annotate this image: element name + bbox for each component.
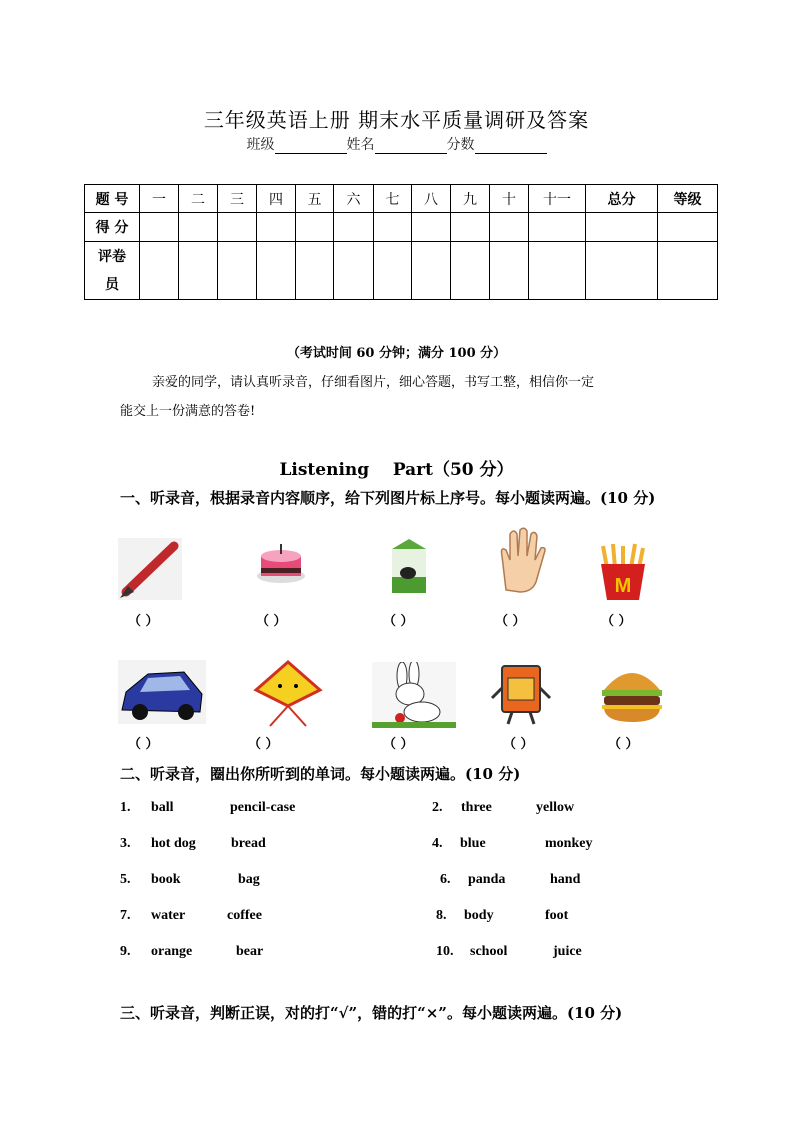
score-cell[interactable] — [658, 213, 718, 242]
header-cell: 一 — [140, 185, 179, 213]
answer-paren[interactable]: （ ） — [503, 737, 534, 752]
score-cell[interactable] — [140, 213, 179, 242]
answer-paren[interactable]: （ ） — [383, 614, 414, 629]
exam-note: （考试时间 60 分钟；满分 100 分） — [286, 346, 507, 361]
item-number: 2. — [432, 800, 443, 815]
word-option[interactable]: coffee — [227, 908, 262, 923]
word-option[interactable]: yellow — [536, 800, 575, 815]
grader-cell[interactable] — [374, 242, 412, 300]
item-number: 1. — [120, 800, 131, 815]
word-option[interactable]: three — [461, 800, 492, 815]
intro-line2: 能交上一份满意的答卷! — [120, 404, 256, 419]
row-label — [85, 242, 140, 300]
intro-line1: 亲爱的同学，请认真听录音，仔细看图片，细心答题，书写工整，相信你一定 — [152, 375, 595, 390]
word-option[interactable]: hot dog — [151, 836, 196, 851]
class-label: 班级 — [246, 137, 275, 153]
section3-title: 三、听录音，判断正误，对的打“√”，错的打“×”。每小题读两遍。(10 分) — [120, 1004, 623, 1022]
svg-text:M: M — [614, 575, 632, 597]
item-number: 9. — [120, 944, 131, 959]
juice-box-robot-icon — [490, 662, 552, 726]
header-cell: 十 — [490, 185, 529, 213]
grader-cell[interactable] — [334, 242, 374, 300]
score-cell[interactable] — [586, 213, 658, 242]
word-option[interactable]: book — [151, 872, 181, 887]
header-cell: 六 — [334, 185, 374, 213]
word-option[interactable]: bread — [231, 836, 266, 851]
item-number: 7. — [120, 908, 131, 923]
score-cell[interactable] — [257, 213, 296, 242]
cake-icon — [255, 542, 307, 586]
score-cell[interactable] — [179, 213, 218, 242]
row-label-line2: 员 — [105, 276, 119, 293]
grader-cell[interactable] — [412, 242, 451, 300]
header-cell: 二 — [179, 185, 218, 213]
score-cell[interactable] — [490, 213, 529, 242]
answer-paren[interactable]: （ ） — [608, 737, 639, 752]
row-label-line1: 评卷 — [98, 248, 126, 265]
word-option[interactable]: ball — [151, 800, 174, 815]
word-option[interactable]: monkey — [545, 836, 593, 851]
answer-paren[interactable]: （ ） — [248, 737, 279, 752]
milk-carton-icon — [386, 537, 432, 595]
grader-cell[interactable] — [490, 242, 529, 300]
header-cell: 七 — [374, 185, 412, 213]
hand-icon — [492, 526, 550, 594]
header-cell: 八 — [412, 185, 451, 213]
grader-row — [85, 242, 718, 300]
header-cell: 十一 — [529, 185, 586, 213]
french-fries-icon — [597, 542, 649, 600]
item-number: 10. — [436, 944, 454, 959]
score-cell[interactable] — [218, 213, 257, 242]
grader-cell[interactable] — [529, 242, 586, 300]
header-cell: 五 — [296, 185, 334, 213]
row-label: 得 分 — [85, 213, 140, 242]
name-label: 姓名 — [346, 137, 375, 153]
grader-cell[interactable] — [218, 242, 257, 300]
score-cell[interactable] — [451, 213, 490, 242]
header-cell: 四 — [257, 185, 296, 213]
answer-paren[interactable]: （ ） — [495, 614, 526, 629]
page-title: 三年级英语上册 期末水平质量调研及答案 — [203, 108, 590, 132]
pen-icon — [118, 538, 182, 600]
grader-cell[interactable] — [296, 242, 334, 300]
header-cell: 题 号 — [85, 185, 140, 213]
word-option[interactable]: school — [470, 944, 508, 959]
answer-paren[interactable]: （ ） — [601, 614, 632, 629]
section1-title: 一、听录音，根据录音内容顺序，给下列图片标上序号。每小题读两遍。(10 分) — [120, 489, 656, 507]
header-cell: 等级 — [658, 185, 718, 213]
kite-icon — [250, 660, 326, 728]
score-cell[interactable] — [296, 213, 334, 242]
word-option[interactable]: body — [464, 908, 494, 923]
grader-cell[interactable] — [586, 242, 658, 300]
score-table — [84, 184, 718, 300]
score-cell[interactable] — [412, 213, 451, 242]
answer-paren[interactable]: （ ） — [128, 737, 159, 752]
grader-cell[interactable] — [451, 242, 490, 300]
answer-paren[interactable]: （ ） — [256, 614, 287, 629]
grader-cell[interactable] — [658, 242, 718, 300]
rabbit-icon — [372, 662, 456, 728]
item-number: 4. — [432, 836, 443, 851]
answer-paren[interactable]: （ ） — [128, 614, 159, 629]
score-label: 分数 — [446, 137, 475, 153]
name-blank[interactable] — [375, 139, 447, 154]
word-option[interactable]: juice — [553, 944, 582, 959]
item-number: 6. — [440, 872, 451, 887]
score-blank[interactable] — [475, 139, 547, 154]
word-option[interactable]: bag — [238, 872, 260, 887]
item-number: 3. — [120, 836, 131, 851]
header-cell: 总分 — [586, 185, 658, 213]
score-row — [85, 213, 718, 242]
class-blank[interactable] — [275, 139, 347, 154]
hamburger-icon — [598, 662, 666, 724]
grader-cell[interactable] — [179, 242, 218, 300]
score-cell[interactable] — [334, 213, 374, 242]
score-cell[interactable] — [374, 213, 412, 242]
student-info-fields — [0, 134, 793, 154]
word-option[interactable]: panda — [468, 872, 506, 887]
grader-cell[interactable] — [257, 242, 296, 300]
score-table-header-row — [85, 185, 718, 213]
word-option[interactable]: water — [151, 908, 186, 923]
grader-cell[interactable] — [140, 242, 179, 300]
word-option[interactable]: hand — [550, 872, 581, 887]
item-number: 8. — [436, 908, 447, 923]
header-cell: 九 — [451, 185, 490, 213]
item-number: 5. — [120, 872, 131, 887]
section2-title: 二、听录音，圈出你所听到的单词。每小题读两遍。(10 分) — [120, 765, 521, 783]
header-cell: 三 — [218, 185, 257, 213]
word-option[interactable]: foot — [545, 908, 569, 923]
word-option[interactable]: pencil-case — [230, 800, 296, 815]
word-option[interactable]: blue — [460, 836, 486, 851]
score-cell[interactable] — [529, 213, 586, 242]
answer-paren[interactable]: （ ） — [383, 737, 414, 752]
word-option[interactable]: orange — [151, 944, 193, 959]
car-icon — [118, 660, 206, 724]
part-title: Listening Part（50 分） — [279, 460, 514, 480]
word-option[interactable]: bear — [236, 944, 264, 959]
